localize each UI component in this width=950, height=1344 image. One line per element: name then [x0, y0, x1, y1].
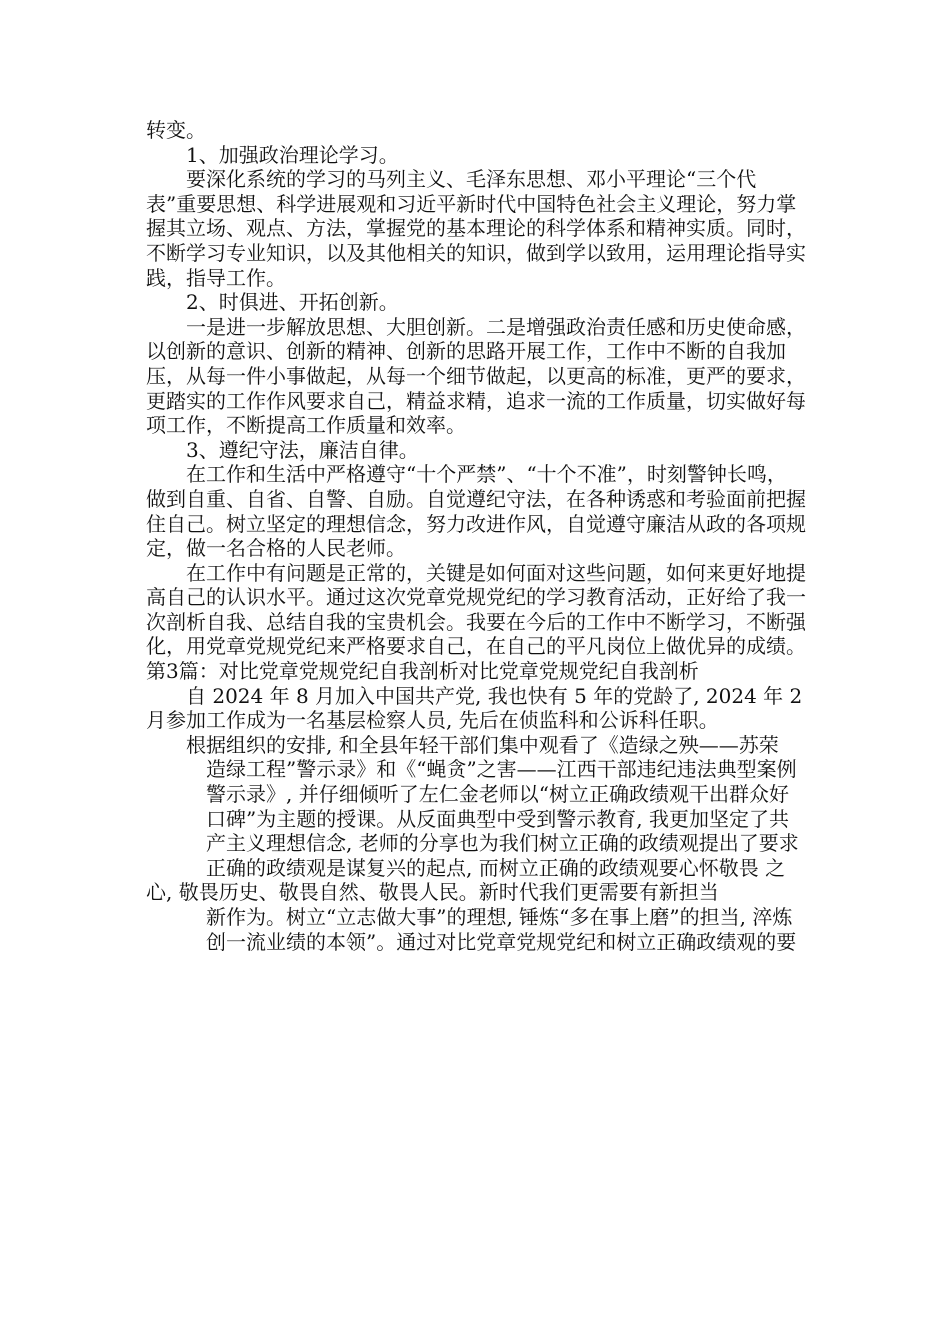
document-page [146, 118, 806, 954]
heading-2: 2、时俱进、开拓创新。 [186, 290, 399, 315]
paragraph-5: 在工作中有问题是正常的，关键是如何面对这些问题，如何来更好地提高自己的认识水平。通过这次党章党规党纪的学习教育活动，正好给了我一次剖析自我、总结自我的宝贵机会。我要在今后的工作中不断学习，不断强化，用党章党规党纪来严格要求自己，在自己的平凡岗位上做优异的成绩。第3篇：对比党章党规党纪自我剖析对比党章党规党纪自我剖析 [146, 560, 806, 684]
paragraph-14: 创一流业绩的本领”。通过对比党章党规党纪和树立正确政绩观的要 [206, 929, 797, 954]
heading-3: 3、遵纪守法，廉洁自律。 [186, 437, 419, 462]
paragraph-8: 造绿工程”警示录》和《“蝇贪”之害——江西干部违纪违法典型案例 [206, 757, 797, 782]
paragraph-3: 一是进一步解放思想、大胆创新。二是增强政治责任感和历史使命感，以创新的意识、创新的精神、创新的思路开展工作，工作中不断的自我加压，从每一件小事做起，从每一个细节做起，以更高的标准，更严的要求，更踏实的工作作风要求自己，精益求精，追求一流的工作质量，切实做好每项工作，不断提高工作质量和效率。 [146, 314, 806, 438]
paragraph-1: 转变。 [146, 118, 206, 142]
paragraph-7: 根据组织的安排, 和全县年轻干部们集中观看了《造绿之殃——苏荣 [186, 732, 779, 757]
paragraph-6: 自 2024 年 8 月加入中国共产党, 我也快有 5 年的党龄了, 2024 年 2 月参加工作成为一名基层检察人员, 先后在侦监科和公诉科任职。 [146, 683, 803, 733]
paragraph-9: 警示录》, 并仔细倾听了左仁金老师以“树立正确政绩观干出群众好 [206, 782, 789, 807]
paragraph-2: 要深化系统的学习的马列主义、毛泽东思想、邓小平理论“三个代表”重要思想、科学进展观和习近平新时代中国特色社会主义理论，努力掌握其立场、观点、方法，掌握党的基本理论的科学体系和精神实质。同时，不断学习专业知识，以及其他相关的知识，做到学以致用，运用理论指导实践，指导工作。 [146, 167, 806, 290]
paragraph-4: 在工作和生活中严格遵守“十个严禁”、“十个不准”，时刻警钟长鸣，做到自重、自省、自警、自励。自觉遵纪守法，在各种诱惑和考验面前把握住自己。树立坚定的理想信念，努力改进作风，自觉遵守廉洁从政的各项规定，做一名合格的人民老师。 [146, 462, 806, 561]
paragraph-11: 产主义理想信念, 老师的分享也为我们树立正确的政绩观提出了要求 [206, 831, 799, 856]
paragraph-13: 新作为。树立“立志做大事”的理想, 锤炼“多在事上磨”的担当, 淬炼 [206, 905, 793, 929]
paragraph-10: 口碑”为主题的授课。从反面典型中受到警示教育, 我更加坚定了共 [206, 806, 789, 831]
paragraph-12: 正确的政绩观是谋复兴的起点, 而树立正确的政绩观要心怀敬畏 之心, 敬畏历史、敬畏自然、敬畏人民。新时代我们更需要有新担当 [146, 855, 786, 905]
heading-1: 1、加强政治理论学习。 [186, 142, 399, 167]
